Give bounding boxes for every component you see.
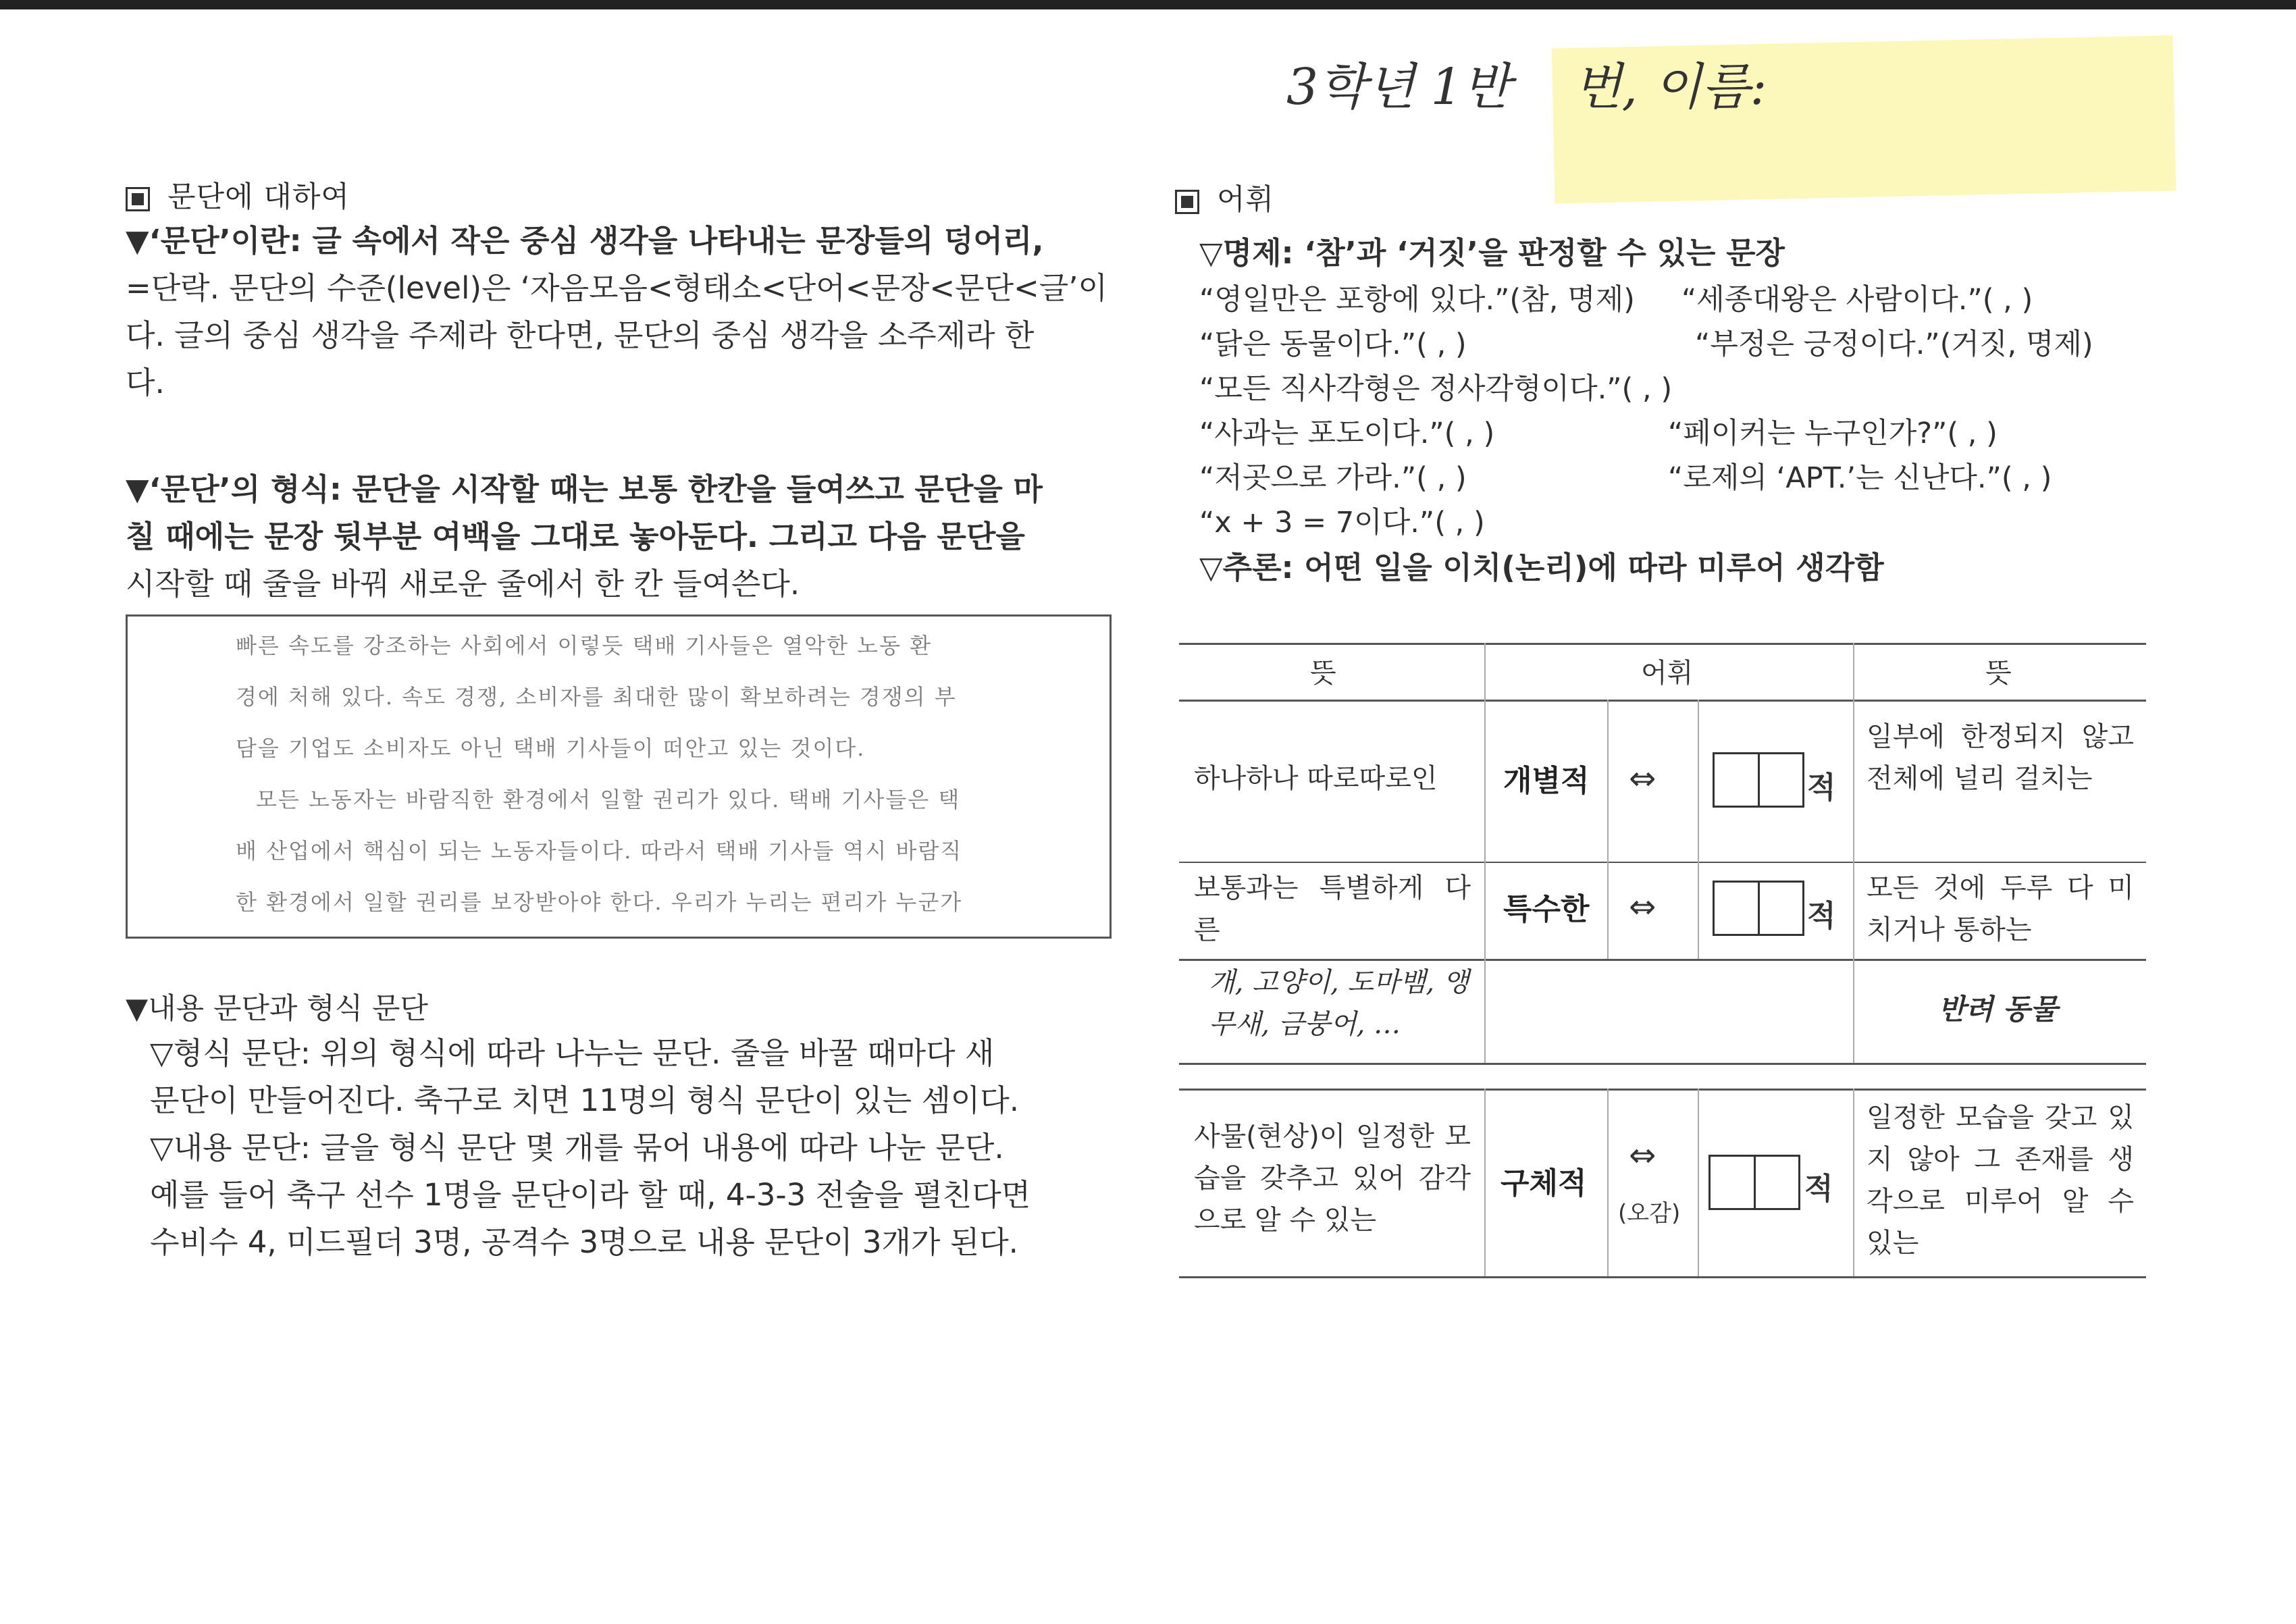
table-rule [1179, 1063, 2146, 1065]
text-line: =단락. 문단의 수준(level)은 ‘자음모음<형태소<단어<문장<문단<글’이 [126, 270, 1107, 306]
text-line: ▽내용 문단: 글을 형식 문단 몇 개를 묶어 내용에 따라 나눈 문단. [150, 1130, 1004, 1165]
answer-blank-box[interactable] [1713, 881, 1804, 936]
example-text: “로제의 ‘APT.’는 신난다.”( , ) [1668, 461, 2052, 495]
text-line: 칠 때에는 문장 뒷부분 여백을 그대로 놓아둔다. 그리고 다음 문단을 [126, 519, 1025, 554]
vocab-word: 구체적 [1501, 1166, 1587, 1201]
table-rule [1179, 643, 2146, 645]
text-line: ▼‘문단’의 형식: 문단을 시작할 때는 보통 한칸을 들여쓰고 문단을 마 [126, 471, 1043, 507]
left-section-title: 문단에 대하여 [167, 180, 350, 214]
excerpt-line: 빠른 속도를 강조하는 사회에서 이렇듯 택배 기사들은 열악한 노동 환 [236, 633, 933, 658]
text-line: 다. 글의 중심 생각을 주제라 한다면, 문단의 중심 생각을 소주제라 한 [126, 317, 1035, 353]
excerpt-line: 모든 노동자는 바람직한 환경에서 일할 권리가 있다. 택배 기사들은 택 [256, 787, 961, 812]
text-line: 다. [126, 365, 165, 400]
paragraph-definition [126, 217, 1112, 407]
example-text: “x + 3 = 7이다.”( , ) [1199, 506, 1485, 540]
header-meaning: 뜻 [1310, 658, 1336, 689]
opposite-arrow-icon: ⇔ [1629, 888, 1656, 926]
header-meaning-2: 뜻 [1985, 658, 2012, 689]
example-text: “부정은 긍정이다.”(거짓, 명제) [1695, 328, 2093, 361]
example-text: “모든 직사각형은 정사각형이다.”( , ) [1199, 372, 1673, 406]
table-rule [1179, 700, 2146, 702]
suffix-jeok: 적 [1807, 899, 1836, 933]
example-text: “저곳으로 가라.”( , ) [1199, 461, 1467, 495]
text-line: 예를 들어 축구 선수 1명을 문단이라 할 때, 4-3-3 전술을 펼친다면 [150, 1177, 1031, 1213]
answer-blank-box[interactable] [1713, 752, 1804, 808]
table-rule [1179, 862, 2146, 863]
table-rule [1179, 1276, 2146, 1278]
table-rule [1607, 700, 1609, 959]
text-line: 시작할 때 줄을 바꿔 새로운 줄에서 한 칸 들여쓴다. [126, 566, 800, 602]
row-meaning-right: 일정한 모습을 갖고 있지 않아 그 존재를 생각으로 미루어 알 수 있는 [1867, 1102, 2134, 1259]
row-meaning-left: 보통과는 특별하게 다른 [1194, 872, 1471, 945]
right-section-heading [1175, 177, 1274, 218]
content-vs-form-heading: ▼내용 문단과 형식 문단 [126, 992, 428, 1026]
excerpt-line: 담을 기업도 소비자도 아닌 택배 기사들이 떠안고 있는 것이다. [236, 735, 866, 761]
row-examples-handwritten: 개, 고양이, 도마뱀, 앵무새, 금붕어, … [1209, 967, 1469, 1040]
table-rule [1607, 1089, 1609, 1276]
example-text: “페이커는 누구인가?”( , ) [1668, 417, 1998, 450]
table-rule [1698, 700, 1699, 959]
senses-note: (오감) [1618, 1200, 1681, 1227]
proposition-definition: ▽명제: ‘참’과 ‘거짓’을 판정할 수 있는 문장 [1199, 235, 1785, 271]
text-line: ▼‘문단’이란: 글 속에서 작은 중심 생각을 나타내는 문장들의 덩어리, [126, 223, 1044, 259]
text-line: 문단이 만들어진다. 축구로 치면 11명의 형식 문단이 있는 셈이다. [150, 1082, 1020, 1118]
right-section-title: 어휘 [1217, 183, 1275, 217]
row-meaning-right: 모든 것에 두루 다 미치거나 통하는 [1867, 872, 2134, 945]
suffix-jeok: 적 [1807, 770, 1836, 805]
header-vocab: 어휘 [1641, 658, 1694, 689]
row-answer-handwritten: 반려 동물 [1938, 993, 2058, 1026]
excerpt-line: 경에 처해 있다. 속도 경쟁, 소비자를 최대한 많이 확보하려는 경쟁의 부 [236, 684, 957, 710]
table-rule [1484, 643, 1486, 1063]
inference-definition: ▽추론: 어떤 일을 이치(논리)에 따라 미루어 생각함 [1199, 550, 1884, 585]
vocab-word: 특수한 [1503, 892, 1590, 926]
name-label: 번, 이름: [1573, 58, 1767, 116]
vocab-word: 개별적 [1503, 764, 1590, 798]
row-meaning-left: 하나하나 따로따로인 [1194, 763, 1438, 794]
excerpt-line: 배 산업에서 핵심이 되는 노동자들이다. 따라서 택배 기사들 역시 바람직 [236, 838, 963, 864]
top-border [0, 0, 2296, 9]
table-rule [1179, 959, 2146, 961]
opposite-arrow-icon: ⇔ [1629, 760, 1656, 797]
example-text: “영일만은 포항에 있다.”(참, 명제) [1199, 283, 1635, 317]
paragraph-format [126, 466, 1112, 608]
square-bullet-icon [1175, 190, 1199, 214]
class-label: 3학년 1반 [1286, 58, 1511, 116]
excerpt-line: 한 환경에서 일할 권리를 보장받아야 한다. 우리가 누리는 편리가 누군가 [236, 889, 963, 915]
suffix-jeok: 적 [1804, 1172, 1833, 1206]
table-rule [1698, 1089, 1699, 1276]
example-text: “닭은 동물이다.”( , ) [1199, 328, 1467, 361]
paragraph-content-form [150, 1030, 1112, 1266]
text-line: 수비수 4, 미드필더 3명, 공격수 3명으로 내용 문단이 3개가 된다. [150, 1224, 1018, 1260]
table-rule [1853, 1089, 1854, 1276]
example-text: “사과는 포도이다.”( , ) [1199, 417, 1495, 450]
example-text: “세종대왕은 사람이다.”( , ) [1681, 283, 2033, 317]
table-rule [1484, 1089, 1486, 1276]
table-rule [1853, 643, 1854, 1063]
example-excerpt-box [126, 614, 1112, 939]
table-rule [1179, 1089, 2146, 1091]
row-meaning-left: 사물(현상)이 일정한 모습을 갖추고 있어 감각으로 알 수 있는 [1194, 1121, 1471, 1236]
opposite-arrow-icon: ⇔ [1629, 1136, 1656, 1174]
answer-blank-box[interactable] [1708, 1155, 1800, 1210]
row-meaning-right: 일부에 한정되지 않고 전체에 널리 걸치는 [1867, 721, 2134, 794]
left-section-heading [126, 174, 350, 215]
square-bullet-icon [126, 187, 150, 211]
text-line: ▽형식 문단: 위의 형식에 따라 나누는 문단. 줄을 바꿀 때마다 새 [150, 1035, 995, 1071]
